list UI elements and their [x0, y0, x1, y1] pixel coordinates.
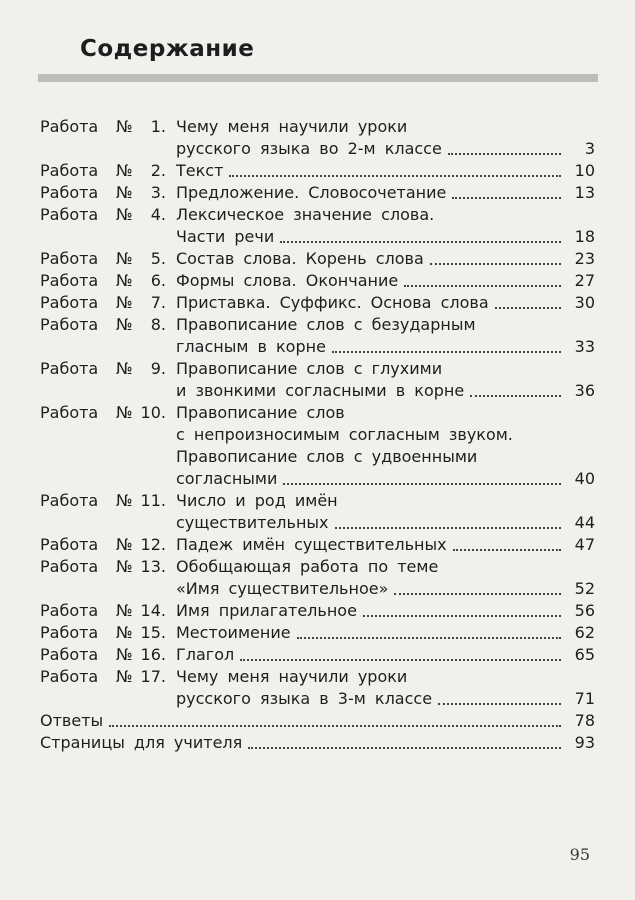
page-ref: 44: [574, 513, 595, 532]
entry-number: 12.: [140, 535, 166, 554]
entry-number: 5.: [150, 249, 166, 268]
toc-entry: [40, 314, 595, 358]
entry-text: Лексическое значение слова.: [176, 205, 435, 224]
toc-line: [176, 600, 595, 622]
toc-entry: [40, 666, 595, 710]
dot-leader: [363, 600, 561, 617]
toc-line: [176, 402, 595, 424]
entry-number: 3.: [150, 183, 166, 202]
toc-entry: [40, 358, 595, 402]
toc-line: [176, 116, 595, 138]
entry-number: 10.: [140, 403, 166, 422]
entry-text: Ответы: [40, 711, 104, 730]
entry-body: [176, 182, 595, 204]
entry-label: Работа: [40, 359, 99, 378]
dot-leader: [470, 380, 561, 397]
entry-label: Работа: [40, 117, 99, 136]
page-ref: 71: [574, 689, 595, 708]
entry-body: [40, 710, 595, 732]
toc-line: [176, 314, 595, 336]
entry-text: Страницы для учителя: [40, 733, 243, 752]
toc-line: [176, 358, 595, 380]
entry-body: [176, 314, 595, 358]
dot-leader: [438, 688, 561, 705]
toc-entry: [40, 556, 595, 600]
entry-text: Формы слова. Окончание: [176, 271, 399, 290]
entry-number: 17.: [140, 667, 166, 686]
entry-body: [176, 402, 595, 490]
page-ref: 78: [574, 711, 595, 730]
toc-entry: [40, 116, 595, 160]
toc-entry: [40, 402, 595, 490]
entry-number: 1.: [150, 117, 166, 136]
toc-entry: [40, 270, 595, 292]
entry-text: Состав слова. Корень слова: [176, 249, 424, 268]
entry-body: [176, 116, 595, 160]
toc-entry-extra: [40, 710, 595, 732]
dot-leader: [452, 182, 561, 199]
title-rule: [38, 74, 598, 82]
entry-label: Работа: [40, 645, 99, 664]
entry-number: 8.: [150, 315, 166, 334]
entry-text: с непроизносимым согласным звуком.: [176, 425, 513, 444]
entry-body: [176, 270, 595, 292]
dot-leader: [453, 534, 561, 551]
entry-text: Обобщающая работа по теме: [176, 557, 439, 576]
entry-number: 9.: [150, 359, 166, 378]
number-sign: №: [116, 161, 133, 180]
entry-text: гласным в корне: [176, 337, 326, 356]
page-ref: 3: [584, 139, 595, 158]
entry-text: Местоимение: [176, 623, 291, 642]
toc-line: [176, 182, 595, 204]
entry-body: [176, 490, 595, 534]
toc-line: [40, 710, 595, 732]
entry-label: Работа: [40, 623, 99, 642]
toc-line: [176, 512, 595, 534]
toc-line: [176, 666, 595, 688]
page-ref: 62: [574, 623, 595, 642]
number-sign: №: [116, 557, 133, 576]
page-title: Содержание: [80, 36, 255, 62]
entry-body: [176, 204, 595, 248]
entry-text: Правописание слов: [176, 403, 345, 422]
number-sign: №: [116, 403, 133, 422]
entry-body: [176, 644, 595, 666]
toc-line: [176, 336, 595, 358]
entry-body: [40, 732, 595, 754]
dot-leader: [335, 512, 561, 529]
number-sign: №: [116, 293, 133, 312]
dot-leader: [248, 732, 561, 749]
toc-entry: [40, 534, 595, 556]
toc-line: [176, 160, 595, 182]
entry-label: Работа: [40, 271, 99, 290]
toc-entry: [40, 600, 595, 622]
entry-body: [176, 556, 595, 600]
entry-label: Работа: [40, 315, 99, 334]
entry-text: Чему меня научили уроки: [176, 117, 408, 136]
toc-line: [176, 226, 595, 248]
entry-label: Работа: [40, 403, 99, 422]
entry-text: Части речи: [176, 227, 275, 246]
entry-text: Приставка. Суффикс. Основа слова: [176, 293, 489, 312]
toc-line: [176, 292, 595, 314]
page-ref: 27: [574, 271, 595, 290]
toc-line: [176, 204, 595, 226]
toc-line: [176, 556, 595, 578]
entry-text: согласными: [176, 469, 278, 488]
entry-text: Глагол: [176, 645, 235, 664]
entry-number: 6.: [150, 271, 166, 290]
entry-body: [176, 248, 595, 270]
page-ref: 13: [574, 183, 595, 202]
entry-text: Правописание слов с безударным: [176, 315, 476, 334]
entry-number: 15.: [140, 623, 166, 642]
page-ref: 33: [574, 337, 595, 356]
dot-leader: [448, 138, 561, 155]
page-ref: 93: [574, 733, 595, 752]
entry-text: Правописание слов с удвоенными: [176, 447, 478, 466]
entry-number: 7.: [150, 293, 166, 312]
toc-line: [176, 644, 595, 666]
dot-leader: [430, 248, 561, 265]
entry-body: [176, 600, 595, 622]
number-sign: №: [116, 491, 133, 510]
toc-line: [176, 622, 595, 644]
entry-text: Чему меня научили уроки: [176, 667, 408, 686]
toc-line: [176, 688, 595, 710]
toc-line: [176, 424, 595, 446]
entry-number: 16.: [140, 645, 166, 664]
toc-line: [40, 732, 595, 754]
dot-leader: [109, 710, 561, 727]
entry-text: русского языка во 2-м классе: [176, 139, 442, 158]
number-sign: №: [116, 645, 133, 664]
entry-number: 14.: [140, 601, 166, 620]
entry-number: 13.: [140, 557, 166, 576]
page-ref: 18: [574, 227, 595, 246]
toc-line: [176, 138, 595, 160]
toc-line: [176, 380, 595, 402]
entry-body: [176, 160, 595, 182]
entry-text: Падеж имён существительных: [176, 535, 447, 554]
entry-label: Работа: [40, 183, 99, 202]
toc-entry: [40, 160, 595, 182]
entry-text: Предложение. Словосочетание: [176, 183, 447, 202]
dot-leader: [280, 226, 561, 243]
number-sign: №: [116, 205, 133, 224]
entry-number: 2.: [150, 161, 166, 180]
number-sign: №: [116, 315, 133, 334]
entry-label: Работа: [40, 161, 99, 180]
entry-text: и звонкими согласными в корне: [176, 381, 465, 400]
toc-line: [176, 578, 595, 600]
entry-body: [176, 534, 595, 556]
page-ref: 40: [574, 469, 595, 488]
entry-label: Работа: [40, 601, 99, 620]
page-ref: 47: [574, 535, 595, 554]
entry-number: 11.: [140, 491, 166, 510]
entry-label: Работа: [40, 205, 99, 224]
entry-label: Работа: [40, 535, 99, 554]
page-ref: 36: [574, 381, 595, 400]
entry-label: Работа: [40, 249, 99, 268]
toc-entry: [40, 490, 595, 534]
page-ref: 30: [574, 293, 595, 312]
page-ref: 65: [574, 645, 595, 664]
table-of-contents: [40, 116, 595, 754]
dot-leader: [495, 292, 561, 309]
toc-line: [176, 248, 595, 270]
toc-line: [176, 468, 595, 490]
toc-line: [176, 270, 595, 292]
toc-entry: [40, 622, 595, 644]
number-sign: №: [116, 601, 133, 620]
toc-line: [176, 446, 595, 468]
entry-body: [176, 666, 595, 710]
dot-leader: [283, 468, 561, 485]
toc-entry: [40, 292, 595, 314]
entry-label: Работа: [40, 293, 99, 312]
number-sign: №: [116, 183, 133, 202]
toc-entry: [40, 182, 595, 204]
entry-label: Работа: [40, 667, 99, 686]
toc-entry: [40, 204, 595, 248]
dot-leader: [240, 644, 561, 661]
toc-line: [176, 534, 595, 556]
toc-line: [176, 490, 595, 512]
entry-text: русского языка в 3-м классе: [176, 689, 433, 708]
entry-body: [176, 622, 595, 644]
entry-text: Имя прилагательное: [176, 601, 357, 620]
toc-entry: [40, 644, 595, 666]
number-sign: №: [116, 249, 133, 268]
number-sign: №: [116, 271, 133, 290]
entry-body: [176, 358, 595, 402]
entry-label: Работа: [40, 491, 99, 510]
entry-text: Правописание слов с глухими: [176, 359, 443, 378]
page-ref: 10: [574, 161, 595, 180]
number-sign: №: [116, 667, 133, 686]
dot-leader: [404, 270, 561, 287]
page-ref: 52: [574, 579, 595, 598]
dot-leader: [332, 336, 561, 353]
page-ref: 56: [574, 601, 595, 620]
toc-entry-extra: [40, 732, 595, 754]
entry-label: Работа: [40, 557, 99, 576]
entry-text: Текст: [176, 161, 224, 180]
number-sign: №: [116, 359, 133, 378]
page-ref: 23: [574, 249, 595, 268]
dot-leader: [229, 160, 561, 177]
entry-body: [176, 292, 595, 314]
number-sign: №: [116, 117, 133, 136]
dot-leader: [297, 622, 561, 639]
page-number: 95: [569, 845, 590, 864]
number-sign: №: [116, 623, 133, 642]
toc-entry: [40, 248, 595, 270]
entry-text: Число и род имён: [176, 491, 338, 510]
number-sign: №: [116, 535, 133, 554]
entry-number: 4.: [150, 205, 166, 224]
entry-text: существительных: [176, 513, 329, 532]
dot-leader: [394, 578, 561, 595]
entry-text: «Имя существительное»: [176, 579, 389, 598]
